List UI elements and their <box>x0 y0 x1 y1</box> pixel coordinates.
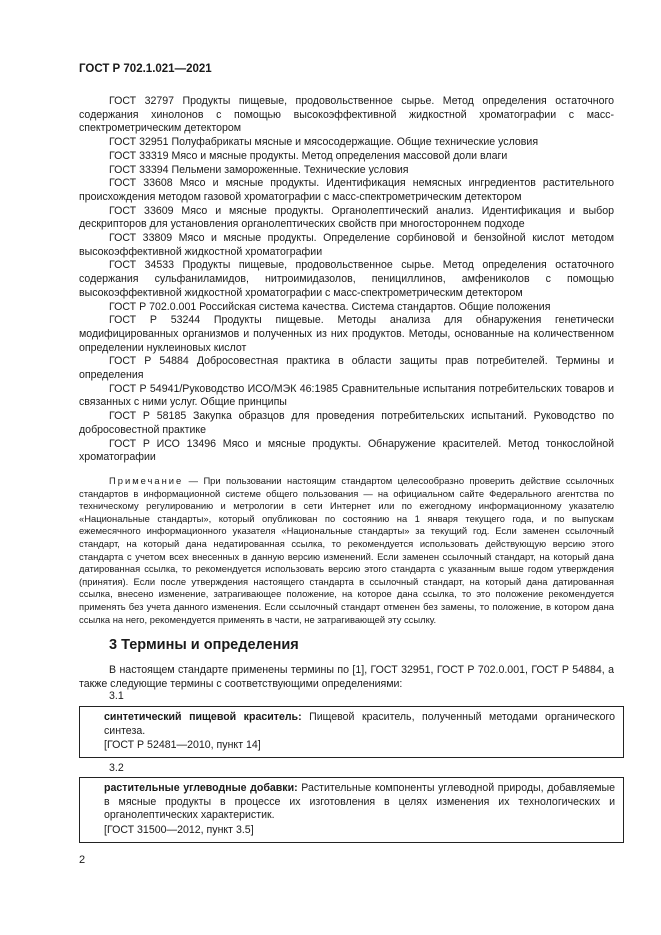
page-number: 2 <box>79 854 86 866</box>
reference-item: ГОСТ 33319 Мясо и мясные продукты. Метод определения массовой доли влаги <box>109 149 508 162</box>
reference-item: ГОСТ 33608 Мясо и мясные продукты. Идентификация немясных ингредиентов растительного происхождения методом газовой хроматографии с масс-спектрометрическим детектором <box>79 177 614 203</box>
note-label: Примечание <box>109 475 184 486</box>
note-text: — При пользовании настоящим стандартом целесообразно проверить действие ссылочных стандартов в информационной системе общего пользования — на официальном сайте Федерального агентства по техническому регулированию и метрологии в сети Интернет или по ежегодному информационному указателю «Национальные стандарты», который опубликован по состоянию на 1 января текущего года, и по выпускам ежемесячного информационного указателя «Национальные стандарты» за текущий год. Если заменен ссылочный стандарт, на который дана недатированная ссылка, то рекомендуется использовать действующую версию этого стандарта с учетом всех внесенных в данную версию изменений. Если заменен ссылочный стандарт, на который дана датированная ссылка, то рекомендуется использовать версию этого стандарта с указанным выше годом утверждения (принятия). Если после утверждения настоящего стандарта в ссылочный стандарт, на который дана датированная ссылка, внесено изменение, затрагивающее положение, на которое дана ссылка, то это положение рекомендуется применять без учета данного изменения. Если ссылочный стандарт отменен без замены, то положение, в котором дана ссылка на него, рекомендуется применять в части, не затрагивающей эту ссылку. <box>79 475 614 625</box>
reference-item: ГОСТ Р 53244 Продукты пищевые. Методы анализа для обнаружения генетически модифицированных организмов и полученных из них продуктов. Методы, основанные на количественном определении нуклеиновых кислот <box>79 314 614 354</box>
reference-item: ГОСТ 34533 Продукты пищевые, продовольственное сырье. Метод определения остаточного содержания сульфаниламидов, нитроимидазолов, пенициллинов, амфениколов с помощью высокоэффективной жидкостной хроматографии с масс-спектрометрическим детектором <box>79 259 614 299</box>
section-intro-text: В настоящем стандарте применены термины по [1], ГОСТ 32951, ГОСТ Р 702.0.001, ГОСТ Р 54884, а также следующие термины с соответствующими определениями: <box>79 664 614 690</box>
term-name: растительные углеводные добавки: <box>104 782 298 794</box>
normative-references <box>79 95 614 465</box>
term-name: синтетический пищевой краситель: <box>104 711 302 723</box>
section-intro <box>79 664 614 691</box>
term-definition: Пищевой краситель, полученный методами органического синтеза. <box>104 711 616 737</box>
reference-item: ГОСТ 33394 Пельмени замороженные. Технические условия <box>109 163 409 176</box>
section-title: 3 Термины и определения <box>109 637 299 653</box>
reference-item: ГОСТ Р 702.0.001 Российская система качества. Система стандартов. Общие положения <box>109 300 551 313</box>
reference-item: ГОСТ Р ИСО 13496 Мясо и мясные продукты. Обнаружение красителей. Метод тонкослойной хроматографии <box>79 437 614 464</box>
reference-item: ГОСТ Р 54884 Добросовестная практика в области защиты прав потребителей. Термины и определения <box>79 355 614 382</box>
term-box <box>79 706 624 758</box>
term-source: [ГОСТ 31500—2012, пункт 3.5] <box>104 824 254 837</box>
term-source: [ГОСТ Р 52481—2010, пункт 14] <box>104 739 261 752</box>
reference-item: ГОСТ 32951 Полуфабрикаты мясные и мясосодержащие. Общие технические условия <box>109 136 539 149</box>
reference-item: ГОСТ Р 54941/Руководство ИСО/МЭК 46:1985 Сравнительные испытания потребительских товаров и связанных с ними услуг. Общие принципы <box>79 382 614 409</box>
term-number: 3.1 <box>109 690 124 702</box>
reference-item: ГОСТ 33809 Мясо и мясные продукты. Определение сорбиновой и бензойной кислот методом высокоэффективной жидкостной хроматографии <box>79 232 614 258</box>
term-box <box>79 777 624 843</box>
document-header: ГОСТ Р 702.1.021—2021 <box>79 63 212 75</box>
note-block <box>79 475 614 626</box>
reference-item: ГОСТ Р 58185 Закупка образцов для проведения потребительских испытаний. Руководство по добросовестной практике <box>79 410 614 436</box>
reference-item: ГОСТ 33609 Мясо и мясные продукты. Органолептический анализ. Идентификация и выбор дескрипторов для установления органолептических свойств при многостороннем подходе <box>79 204 614 231</box>
reference-item: ГОСТ 32797 Продукты пищевые, продовольственное сырье. Метод определения остаточного содержания хинолонов с помощью высокоэффективной жидкостной хроматографии с масс-спектрометрическим детектором <box>79 95 614 135</box>
term-definition: Растительные компоненты углеводной природы, добавляемые в мясные продукты в процессе их изготовления в целях изменения их технологических и органолептических характеристик. <box>104 782 615 822</box>
term-number: 3.2 <box>109 762 124 774</box>
